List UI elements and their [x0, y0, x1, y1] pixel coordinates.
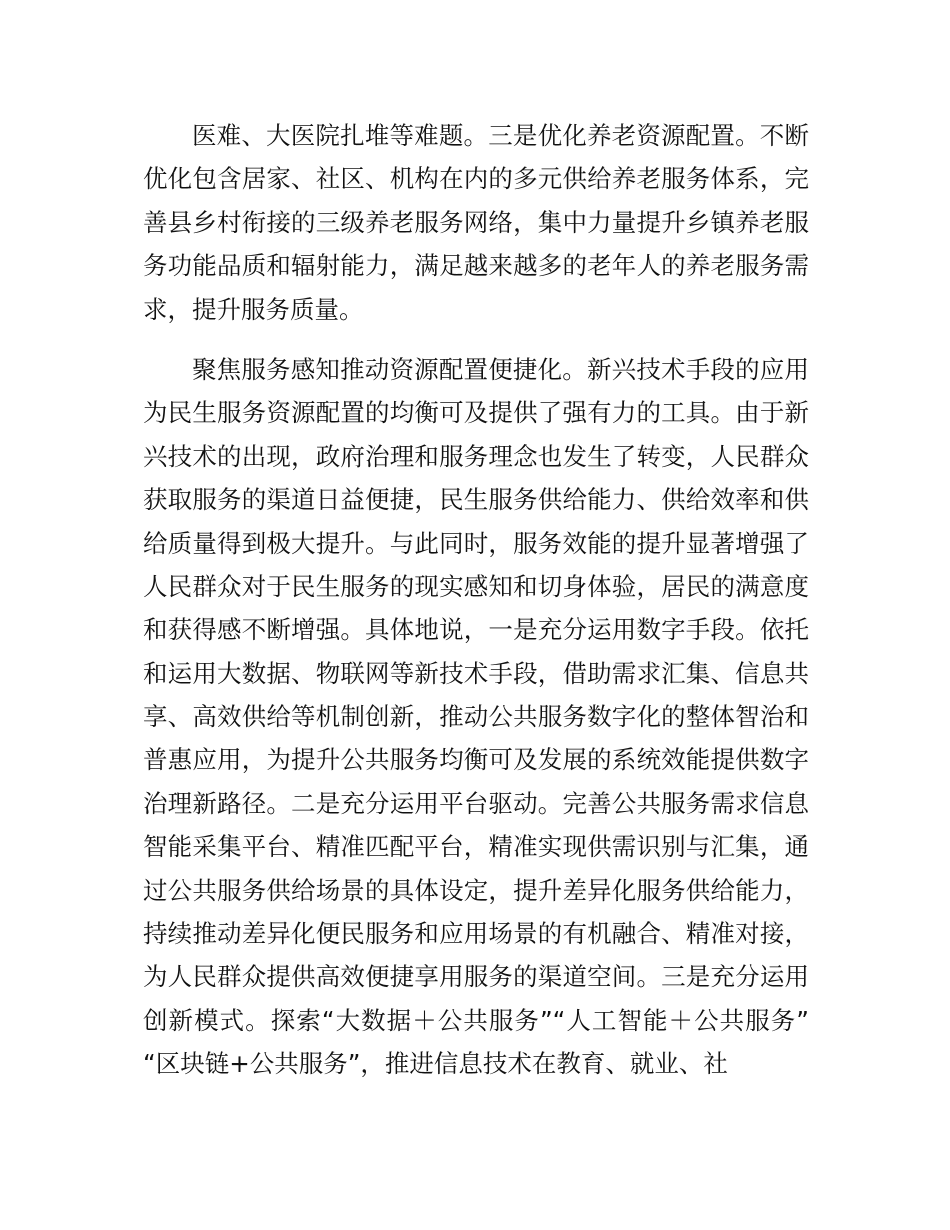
text-line: 治理新路径。二是充分运用平台驱动。完善公共服务需求信息: [143, 788, 809, 818]
text-line: 智能采集平台、精准匹配平台，精准实现供需识别与汇集，通: [143, 832, 809, 862]
text-line: 聚焦服务感知推动资源配置便捷化。新兴技术手段的应用: [192, 354, 809, 384]
text-line: 务功能品质和辐射能力，满足越来越多的老年人的养老服务需: [143, 251, 809, 281]
text-line: 过公共服务供给场景的具体设定，提升差异化服务供给能力，: [143, 875, 809, 905]
paragraph-1: [143, 114, 809, 331]
text-line: 优化包含居家、社区、机构在内的多元供给养老服务体系，完: [143, 164, 809, 194]
text-line: 给质量得到极大提升。与此同时，服务效能的提升显著增强了: [143, 528, 809, 558]
text-line: 获取服务的渠道日益便捷，民生服务供给能力、供给效率和供: [143, 485, 809, 515]
text-line: 为民生服务资源配置的均衡可及提供了强有力的工具。由于新: [143, 398, 809, 428]
text-line: “区块链+公共服务”，推进信息技术在教育、就业、社: [143, 1049, 728, 1079]
text-line: 普惠应用，为提升公共服务均衡可及发展的系统效能提供数字: [143, 745, 809, 775]
text-line: 为人民群众提供高效便捷享用服务的渠道空间。三是充分运用: [143, 962, 809, 992]
text-line: 兴技术的出现，政府治理和服务理念也发生了转变，人民群众: [143, 441, 809, 471]
paragraph-2: [143, 348, 809, 1086]
text-line: 创新模式。探索“大数据＋公共服务”“人工智能＋公共服务”: [143, 1005, 809, 1035]
text-line: 持续推动差异化便民服务和应用场景的有机融合、精准对接，: [143, 919, 809, 949]
text-line: 求，提升服务质量。: [143, 294, 364, 324]
text-line: 享、高效供给等机制创新，推动公共服务数字化的整体智治和: [143, 702, 809, 732]
text-line: 人民群众对于民生服务的现实感知和切身体验，居民的满意度: [143, 571, 809, 601]
document-page: [143, 114, 809, 1086]
text-line: 医难、大医院扎堆等难题。三是优化养老资源配置。不断: [192, 121, 809, 150]
text-line: 和获得感不断增强。具体地说，一是充分运用数字手段。依托: [143, 615, 809, 645]
text-line: 和运用大数据、物联网等新技术手段，借助需求汇集、信息共: [143, 658, 809, 688]
text-line: 善县乡村衔接的三级养老服务网络，集中力量提升乡镇养老服: [143, 207, 809, 237]
